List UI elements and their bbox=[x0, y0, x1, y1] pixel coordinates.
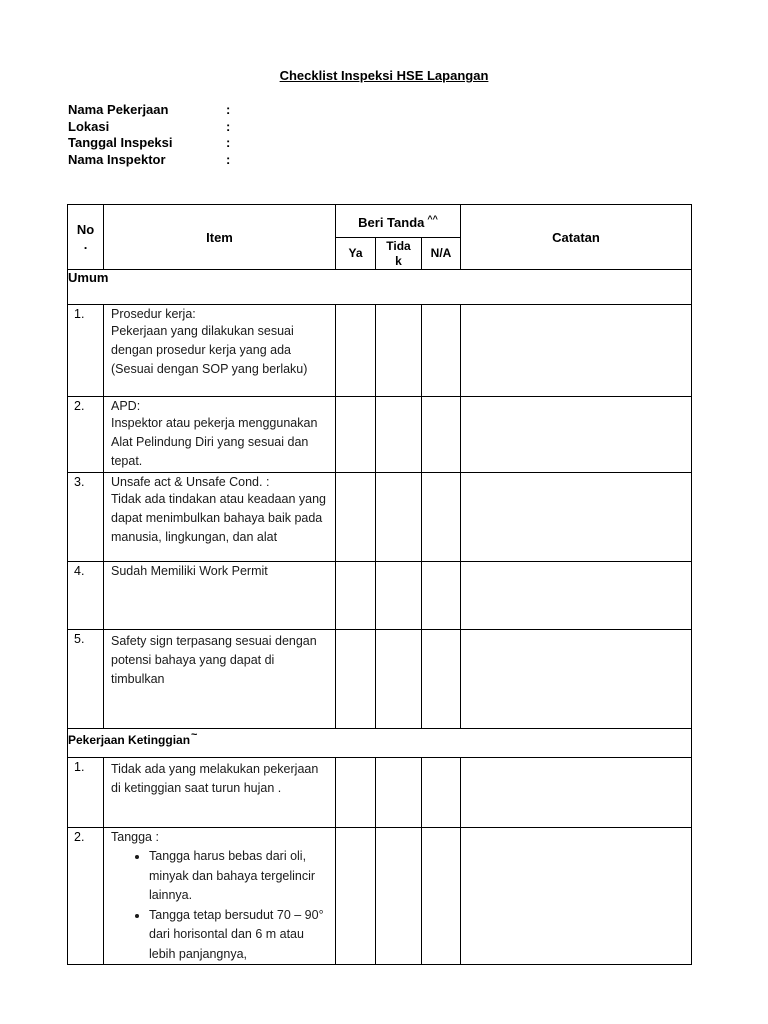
row-item bbox=[104, 397, 336, 473]
check-ya-cell[interactable] bbox=[336, 828, 376, 965]
info-row-nama-pekerjaan bbox=[68, 102, 231, 119]
checklist-table bbox=[67, 204, 692, 965]
info-row-lokasi bbox=[68, 118, 231, 136]
header-item: Item bbox=[104, 205, 336, 270]
header-tidak-line1: Tida bbox=[386, 238, 411, 253]
info-label: Tanggal Inspeksi bbox=[68, 135, 173, 150]
item-heading: APD: bbox=[111, 399, 141, 413]
check-ya-cell[interactable] bbox=[336, 397, 376, 473]
table-row bbox=[68, 473, 692, 562]
catatan-cell[interactable] bbox=[461, 305, 692, 397]
check-tidak-cell[interactable] bbox=[376, 758, 422, 828]
bullet-item: • Tangga tetap bersudut 70 – 90° dari horisontal dan 6 m atau lebih panjangnya, bbox=[149, 906, 331, 965]
table-row bbox=[68, 630, 692, 729]
check-ya-cell[interactable] bbox=[336, 758, 376, 828]
section-title-text: Pekerjaan Ketinggian bbox=[68, 733, 191, 747]
info-row-tanggal-inspeksi bbox=[68, 135, 231, 152]
row-number: 3. bbox=[68, 473, 104, 562]
section-title bbox=[68, 729, 692, 758]
info-label: Nama Inspektor bbox=[68, 151, 166, 167]
row-item bbox=[104, 630, 336, 729]
header-ya: Ya bbox=[336, 238, 376, 270]
info-colon: : bbox=[226, 135, 231, 150]
row-number: 4. bbox=[68, 562, 104, 630]
info-label: Lokasi bbox=[68, 118, 110, 134]
row-item bbox=[104, 562, 336, 630]
check-tidak-cell[interactable] bbox=[376, 562, 422, 630]
table-row bbox=[68, 562, 692, 630]
row-number: 5. bbox=[68, 630, 104, 729]
item-heading: Prosedur kerja: bbox=[111, 307, 196, 321]
check-ya-cell[interactable] bbox=[336, 305, 376, 397]
item-heading: Sudah Memiliki Work Permit bbox=[111, 564, 268, 578]
row-number: 2. bbox=[68, 828, 104, 965]
catatan-cell[interactable] bbox=[461, 758, 692, 828]
item-text: Inspektor atau pekerja menggunakan Alat Pelindung Diri yang sesuai dan tepat. bbox=[111, 416, 318, 468]
header-beri-tanda-mark: ^^ bbox=[427, 214, 438, 224]
row-item bbox=[104, 828, 336, 965]
item-text: Pekerjaan yang dilakukan sesuai dengan prosedur kerja yang ada (Sesuai dengan SOP yang berlaku) bbox=[111, 324, 308, 376]
item-text: Safety sign terpasang sesuai dengan potensi bahaya yang dapat di timbulkan bbox=[111, 634, 317, 686]
check-na-cell[interactable] bbox=[422, 828, 461, 965]
check-na-cell[interactable] bbox=[422, 758, 461, 828]
check-tidak-cell[interactable] bbox=[376, 473, 422, 562]
header-no bbox=[68, 205, 104, 270]
header-no-text: No bbox=[76, 222, 95, 237]
row-item bbox=[104, 758, 336, 828]
section-title-mark: ~ bbox=[191, 729, 198, 741]
bullet-list bbox=[111, 847, 331, 964]
header-catatan: Catatan bbox=[461, 205, 692, 270]
row-number: 1. bbox=[68, 758, 104, 828]
catatan-cell[interactable] bbox=[461, 828, 692, 965]
check-na-cell[interactable] bbox=[422, 473, 461, 562]
check-tidak-cell[interactable] bbox=[376, 630, 422, 729]
table-row bbox=[68, 828, 692, 965]
info-colon: : bbox=[226, 151, 231, 167]
check-tidak-cell[interactable] bbox=[376, 397, 422, 473]
row-item bbox=[104, 305, 336, 397]
row-item bbox=[104, 473, 336, 562]
check-na-cell[interactable] bbox=[422, 305, 461, 397]
header-na: N/A bbox=[422, 238, 461, 270]
table-row bbox=[68, 305, 692, 397]
check-ya-cell[interactable] bbox=[336, 473, 376, 562]
header-beri-tanda bbox=[336, 205, 461, 238]
check-ya-cell[interactable] bbox=[336, 630, 376, 729]
info-label: Nama Pekerjaan bbox=[68, 102, 169, 117]
info-row-nama-inspektor bbox=[68, 151, 231, 169]
check-tidak-cell[interactable] bbox=[376, 828, 422, 965]
document-title: Checklist Inspeksi HSE Lapangan bbox=[279, 68, 489, 83]
check-na-cell[interactable] bbox=[422, 630, 461, 729]
row-number: 2. bbox=[68, 397, 104, 473]
header-beri-tanda-text: Beri Tanda bbox=[358, 215, 425, 230]
check-ya-cell[interactable] bbox=[336, 562, 376, 630]
item-text: Tidak ada tindakan atau keadaan yang dapat menimbulkan bahaya baik pada manusia, lingkungan, dan alat bbox=[111, 492, 326, 544]
section-title: Umum bbox=[68, 270, 692, 305]
item-text: Tidak ada yang melakukan pekerjaan di ketinggian saat turun hujan . bbox=[111, 762, 319, 795]
item-heading: Tangga : bbox=[111, 830, 159, 844]
catatan-cell[interactable] bbox=[461, 562, 692, 630]
section-row-pekerjaan-ketinggian bbox=[68, 729, 692, 758]
check-na-cell[interactable] bbox=[422, 562, 461, 630]
info-fields bbox=[68, 102, 231, 168]
catatan-cell[interactable] bbox=[461, 473, 692, 562]
info-colon: : bbox=[226, 118, 231, 134]
bullet-item: • Tangga harus bebas dari oli, minyak dan bahaya tergelincir lainnya. bbox=[149, 847, 331, 906]
header-no-dot: . bbox=[83, 237, 88, 252]
check-na-cell[interactable] bbox=[422, 397, 461, 473]
section-row-umum bbox=[68, 270, 692, 305]
row-number: 1. bbox=[68, 305, 104, 397]
item-heading: Unsafe act & Unsafe Cond. : bbox=[111, 475, 270, 489]
header-tidak-line2: k bbox=[395, 253, 402, 268]
info-colon: : bbox=[226, 102, 231, 117]
catatan-cell[interactable] bbox=[461, 397, 692, 473]
check-tidak-cell[interactable] bbox=[376, 305, 422, 397]
catatan-cell[interactable] bbox=[461, 630, 692, 729]
table-row bbox=[68, 397, 692, 473]
header-tidak bbox=[376, 238, 422, 270]
table-row bbox=[68, 758, 692, 828]
